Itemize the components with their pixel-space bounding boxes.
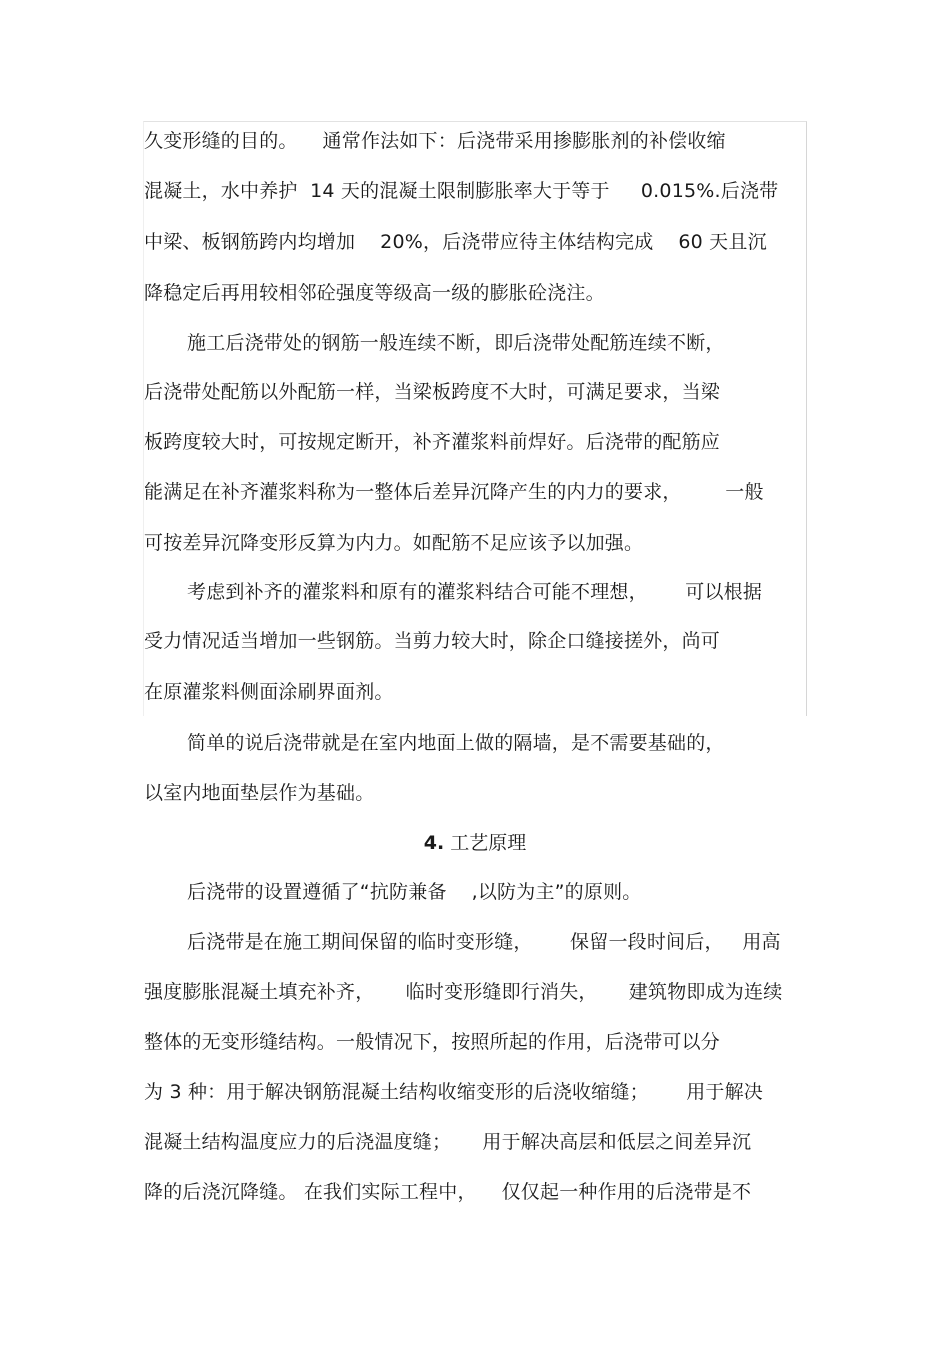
text-line: 可按差异沉降变形反算为内力。如配筋不足应该予以加强。 <box>144 532 644 554</box>
text-line: 能满足在补齐灌浆料称为一整体后差异沉降产生的内力的要求， 一般 <box>144 481 764 503</box>
content-frame <box>143 121 807 716</box>
text-line: 施工后浇带处的钢筋一般连续不断，即后浇带处配筋连续不断， <box>187 332 725 354</box>
text-line: 以室内地面垫层作为基础。 <box>144 782 375 804</box>
text-line: 中梁、板钢筋跨内均增加 20%，后浇带应待主体结构完成 60 天且沉 <box>144 231 767 253</box>
text-line: 混凝土结构温度应力的后浇温度缝； 用于解决高层和低层之间差异沉 <box>144 1131 752 1153</box>
text-line: 后浇带处配筋以外配筋一样，当梁板跨度不大时，可满足要求，当梁 <box>144 381 721 403</box>
text-line: 考虑到补齐的灌浆料和原有的灌浆料结合可能不理想， 可以根据 <box>187 581 763 603</box>
text-line: 降的后浇沉降缝。 在我们实际工程中， 仅仅起一种作用的后浇带是不 <box>144 1181 752 1203</box>
section-title: 工艺原理 <box>450 832 527 854</box>
text-line: 混凝土，水中养护 14 天的混凝土限制膨胀率大于等于 0.015%.后浇带 <box>144 180 779 202</box>
text-line: 整体的无变形缝结构。一般情况下，按照所起的作用，后浇带可以分 <box>144 1031 721 1053</box>
text-line: 强度膨胀混凝土填充补齐， 临时变形缝即行消失， 建筑物即成为连续 <box>144 981 783 1003</box>
text-line: 久变形缝的目的。 通常作法如下：后浇带采用掺膨胀剂的补偿收缩 <box>144 130 726 152</box>
text-line: 降稳定后再用较相邻砼强度等级高一级的膨胀砼浇注。 <box>144 282 605 304</box>
text-line: 后浇带是在施工期间保留的临时变形缝， 保留一段时间后， 用高 <box>187 931 781 953</box>
text-line: 在原灌浆料侧面涂刷界面剂。 <box>144 681 394 703</box>
text-line: 后浇带的设置遵循了“抗防兼备 ,以防为主”的原则。 <box>187 881 642 903</box>
section-heading <box>0 830 950 856</box>
section-number: 4. <box>423 832 445 854</box>
text-line: 简单的说后浇带就是在室内地面上做的隔墙，是不需要基础的， <box>187 732 725 754</box>
text-line: 板跨度较大时，可按规定断开，补齐灌浆料前焊好。后浇带的配筋应 <box>144 431 721 453</box>
text-line: 受力情况适当增加一些钢筋。当剪力较大时，除企口缝接搓外，尚可 <box>144 630 721 652</box>
text-line: 为 3 种：用于解决钢筋混凝土结构收缩变形的后浇收缩缝； 用于解决 <box>144 1081 764 1103</box>
